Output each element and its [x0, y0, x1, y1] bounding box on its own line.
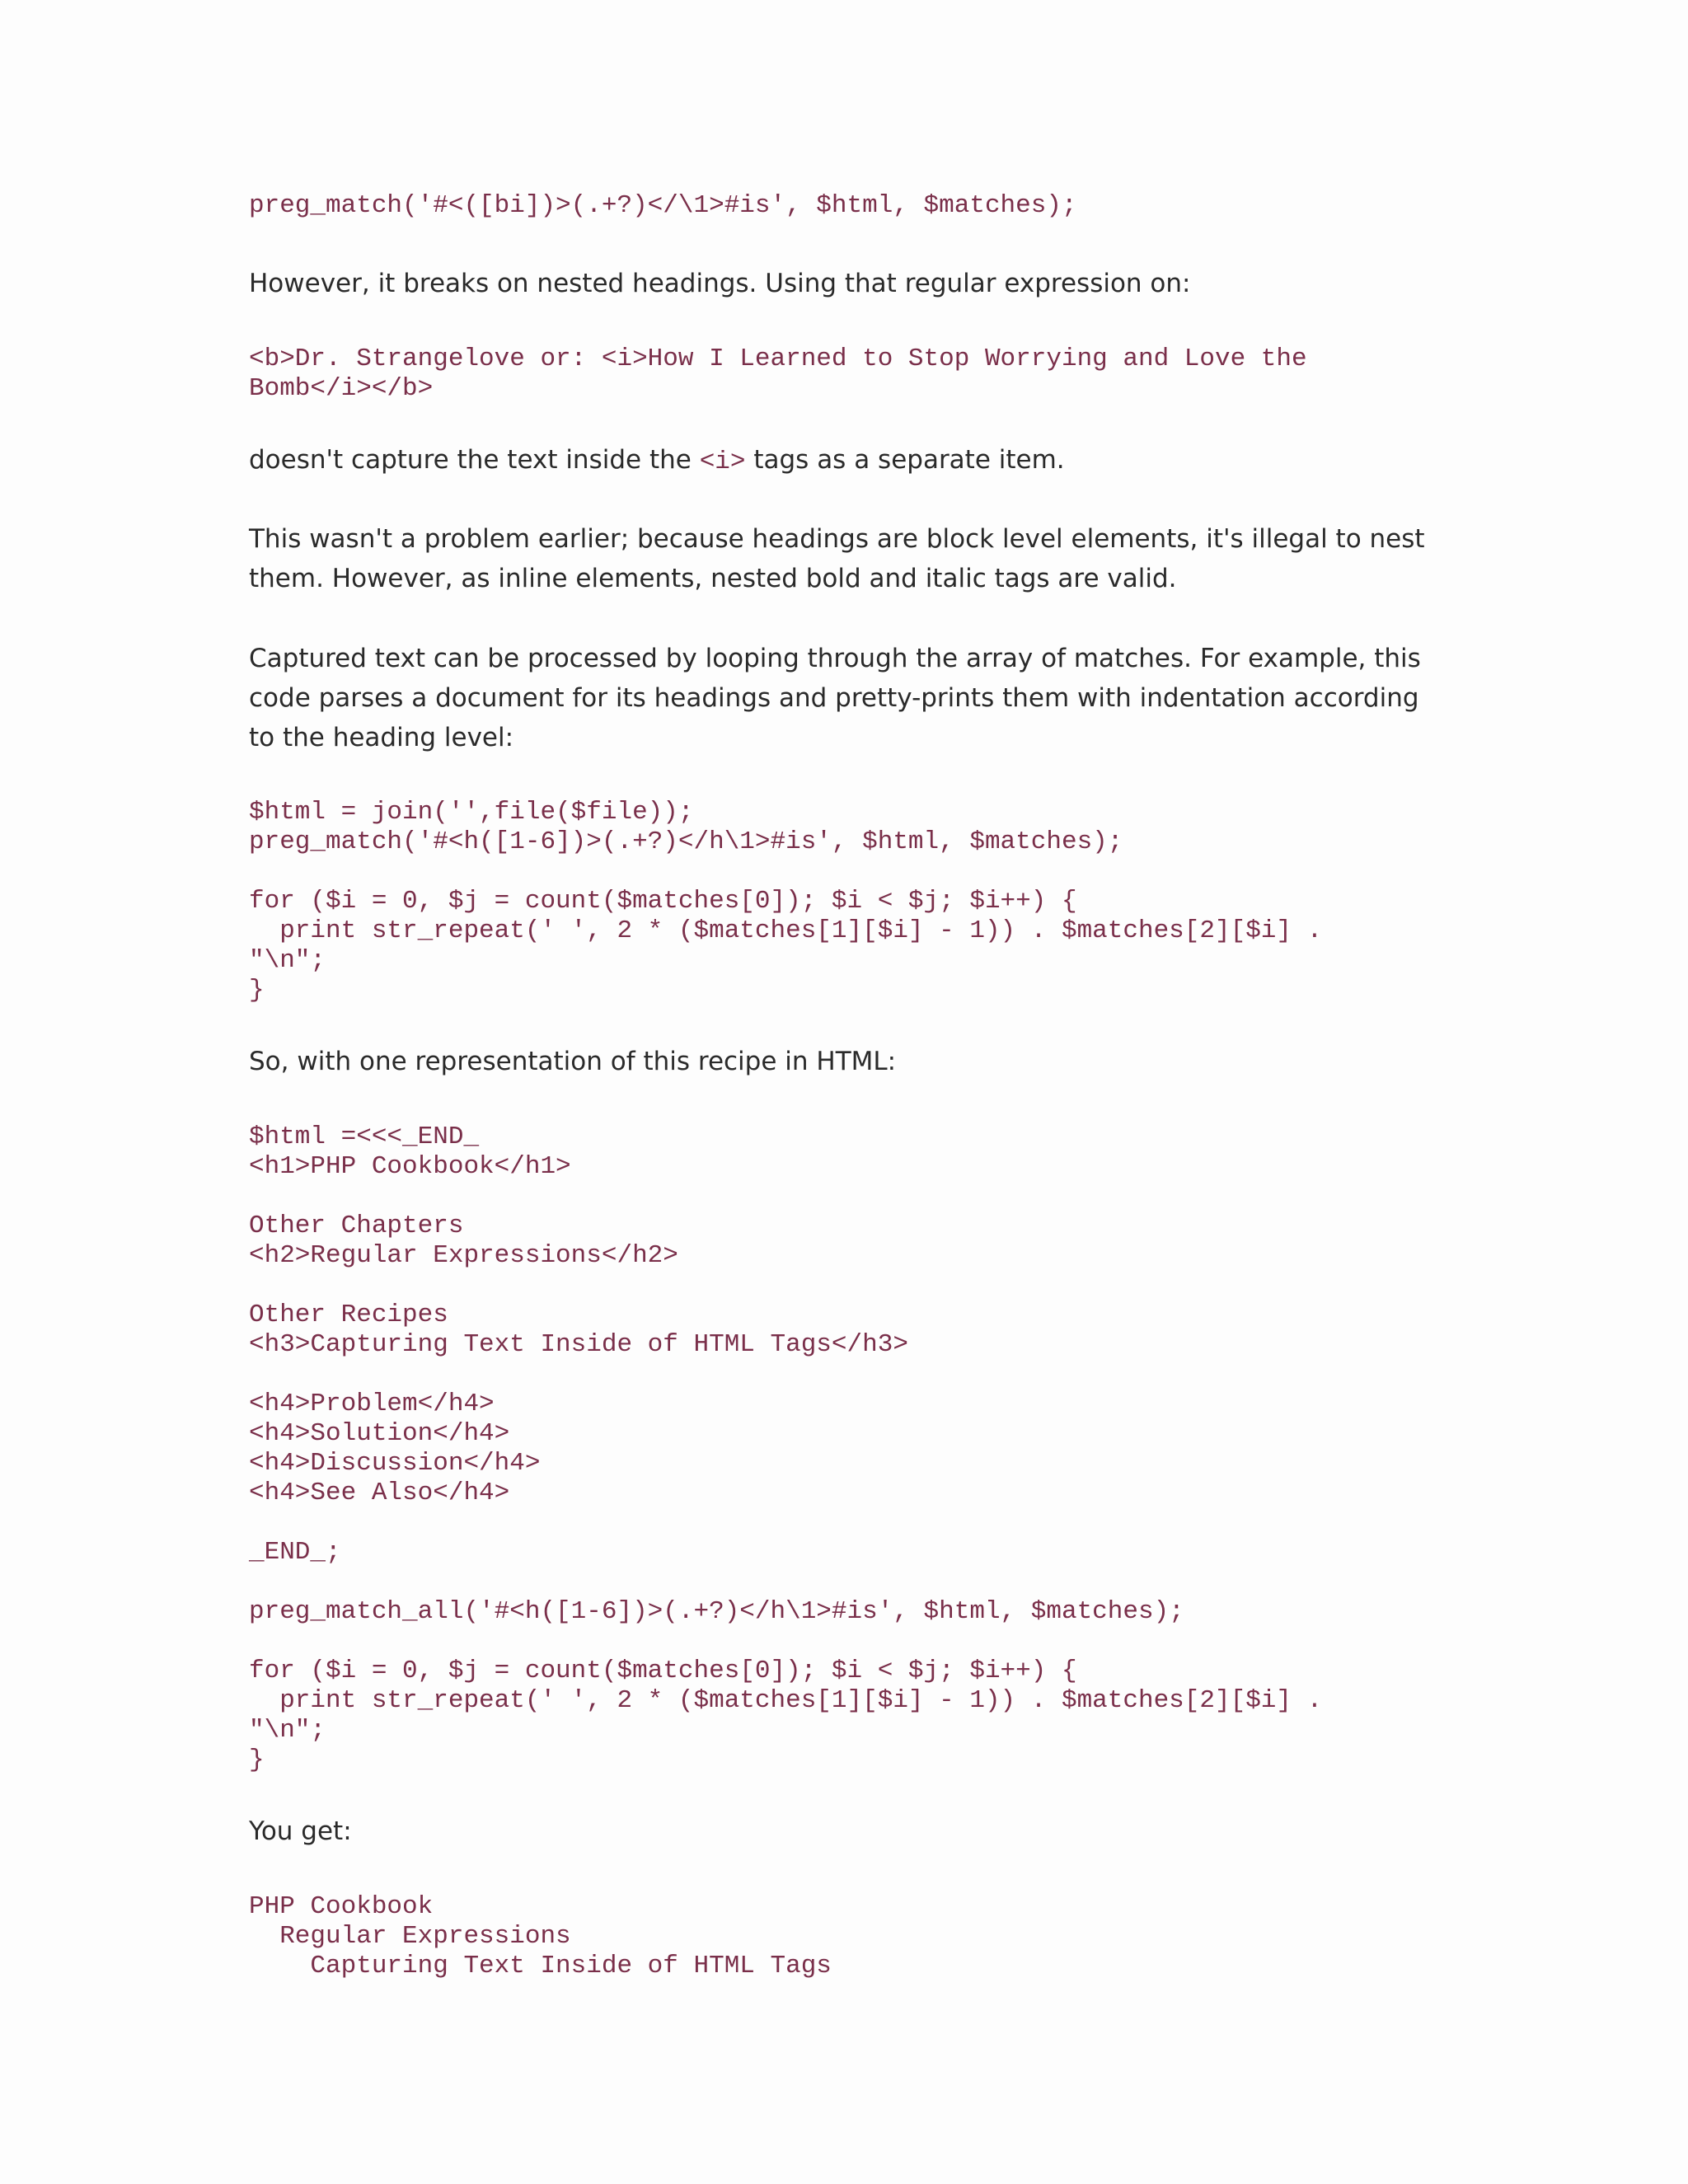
code-block-recipe-example: $html =<<<_END_ <h1>PHP Cookbook</h1> Other Chapters <h2>Regular Expressions</h2> Other Recipes <h3>Capturing Text Inside of HTML Tags</h3> <h4>Problem</h4> <h4>Solution</h4> <h4>Discussion</h4> <h4>See Also</h4> _END_; preg_match_all('#<h([1-6])>(.+?)</h\1>#is', $html, $matches); for ($i = 0, $j = count($matches[0]); $i < $j; $i++) { print str_repeat(' ', 2 * ($matches[1][$i] - 1)) . $matches[2][$i] . "\n"; } [249, 1122, 1323, 1774]
code-block-output: PHP Cookbook Regular Expressions Capturing Text Inside of HTML Tags [249, 1892, 832, 1980]
paragraph-capture-before: doesn't capture the text inside the [249, 445, 700, 475]
code-block-heading-parser: $html = join('',file($file)); preg_match('#<h([1-6])>(.+?)</h\1>#is', $html, $matches); for ($i = 0, $j = count($matches[0]); $i < $j; $i++) { print str_repeat(' ', 2 * ($matches[1][$i] - 1)) . $matches[2][$i] . "\n"; } [249, 798, 1323, 1005]
paragraph-nested-break: However, it breaks on nested headings. Using that regular expression on: [249, 269, 1191, 298]
paragraph-you-get: You get: [249, 1816, 352, 1846]
paragraph-representation: So, with one representation of this recipe in HTML: [249, 1047, 897, 1076]
paragraph-looping: Captured text can be processed by looping through the array of matches. For example, this code parses a document for its headings and pretty-prints them with indentation according to the heading level: [249, 644, 1421, 752]
code-block-regex-bi: preg_match('#<([bi])>(.+?)</\1>#is', $html, $matches); [249, 191, 1077, 220]
inline-code-i-tag: <i> [699, 448, 746, 476]
paragraph-block-level: This wasn't a problem earlier; because headings are block level elements, it's illegal to nest them. However, as inline elements, nested bold and italic tags are valid. [249, 524, 1425, 593]
paragraph-capture [249, 440, 1065, 482]
paragraph-capture-after: tags as a separate item. [745, 445, 1065, 475]
code-block-strangelove: <b>Dr. Strangelove or: <i>How I Learned to Stop Worrying and Love the Bomb</i></b> [249, 344, 1307, 403]
